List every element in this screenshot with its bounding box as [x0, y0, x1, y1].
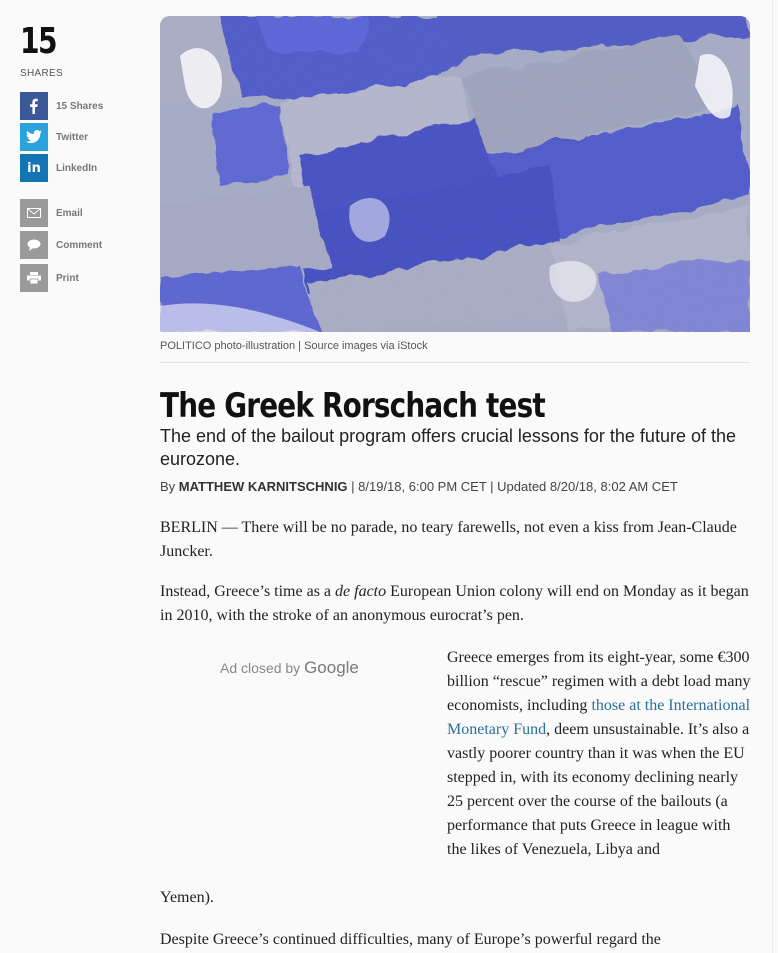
p2-italic: de facto	[335, 583, 387, 600]
share-facebook-label: 15 Shares	[56, 100, 104, 112]
share-twitter-label: Twitter	[56, 131, 89, 143]
paragraph-4: Despite Greece’s continued difficulties, many of Europe’s powerful regard the	[160, 931, 661, 948]
hero-caption: POLITICO photo-illustration | Source images via iStock	[160, 340, 428, 352]
share-facebook-button[interactable]	[20, 92, 103, 120]
share-label: SHARES	[20, 68, 63, 79]
byline-dates: | 8/19/18, 6:00 PM CET | Updated 8/20/18, 8:02 AM CET	[347, 479, 678, 494]
print-icon	[20, 264, 48, 292]
imf-link[interactable]: those at the International Monetary Fund	[447, 697, 751, 738]
ad-closed-text: Ad closed by	[220, 660, 305, 676]
paragraph-2	[160, 580, 750, 628]
share-print-label: Print	[56, 272, 79, 284]
share-linkedin-label: LinkedIn	[56, 162, 98, 174]
p2-text-a: Instead, Greece’s time as a	[160, 583, 336, 600]
article-headline: The Greek Rorschach test	[160, 386, 545, 426]
p2-text-b: European Union colony will end on Monday as it began in 2010, with the stroke of an anonymous eurocrat’s pen.	[160, 583, 749, 624]
linkedin-icon: in	[20, 154, 48, 182]
share-email-label: Email	[56, 207, 83, 219]
article-dek: The end of the bailout program offers crucial lessons for the future of the eurozone.	[160, 426, 736, 469]
share-twitter-button[interactable]	[20, 123, 88, 151]
email-icon	[20, 199, 48, 227]
share-comment-label: Comment	[56, 239, 103, 251]
right-border	[772, 0, 773, 953]
share-comment-button[interactable]	[20, 231, 102, 259]
share-count: 15	[20, 21, 56, 62]
author-link[interactable]: MATTHEW KARNITSCHNIG	[178, 479, 348, 494]
hero-image	[160, 16, 750, 332]
paragraph-3-end: Yemen).	[160, 889, 214, 906]
byline-prefix: By	[160, 479, 179, 494]
p3-text-b: , deem unsustainable. It’s also a vastly poorer country than it was when the EU stepped in, with its economy declining nearly 25 percent over the course of the bailouts (a performance that puts Greece in league with the likes of Venezuela, Libya and	[447, 721, 750, 858]
byline	[160, 479, 678, 494]
facebook-icon	[20, 92, 48, 120]
comment-icon	[20, 231, 48, 259]
caption-divider	[160, 362, 750, 363]
share-print-button[interactable]	[20, 264, 79, 292]
paragraph-1: BERLIN — There will be no parade, no teary farewells, not even a kiss from Jean-Claude Juncker.	[160, 519, 737, 560]
share-email-button[interactable]	[20, 199, 83, 227]
share-linkedin-button[interactable]	[20, 154, 97, 182]
p3-text-a: Greece emerges from its eight-year, some €300 billion “rescue” regimen with a debt load many economists, including	[447, 649, 751, 714]
share-rail	[20, 22, 120, 79]
google-logo: Google	[304, 658, 359, 677]
ad-closed-notice	[220, 658, 359, 678]
paragraph-3	[447, 646, 752, 862]
twitter-icon	[20, 123, 48, 151]
